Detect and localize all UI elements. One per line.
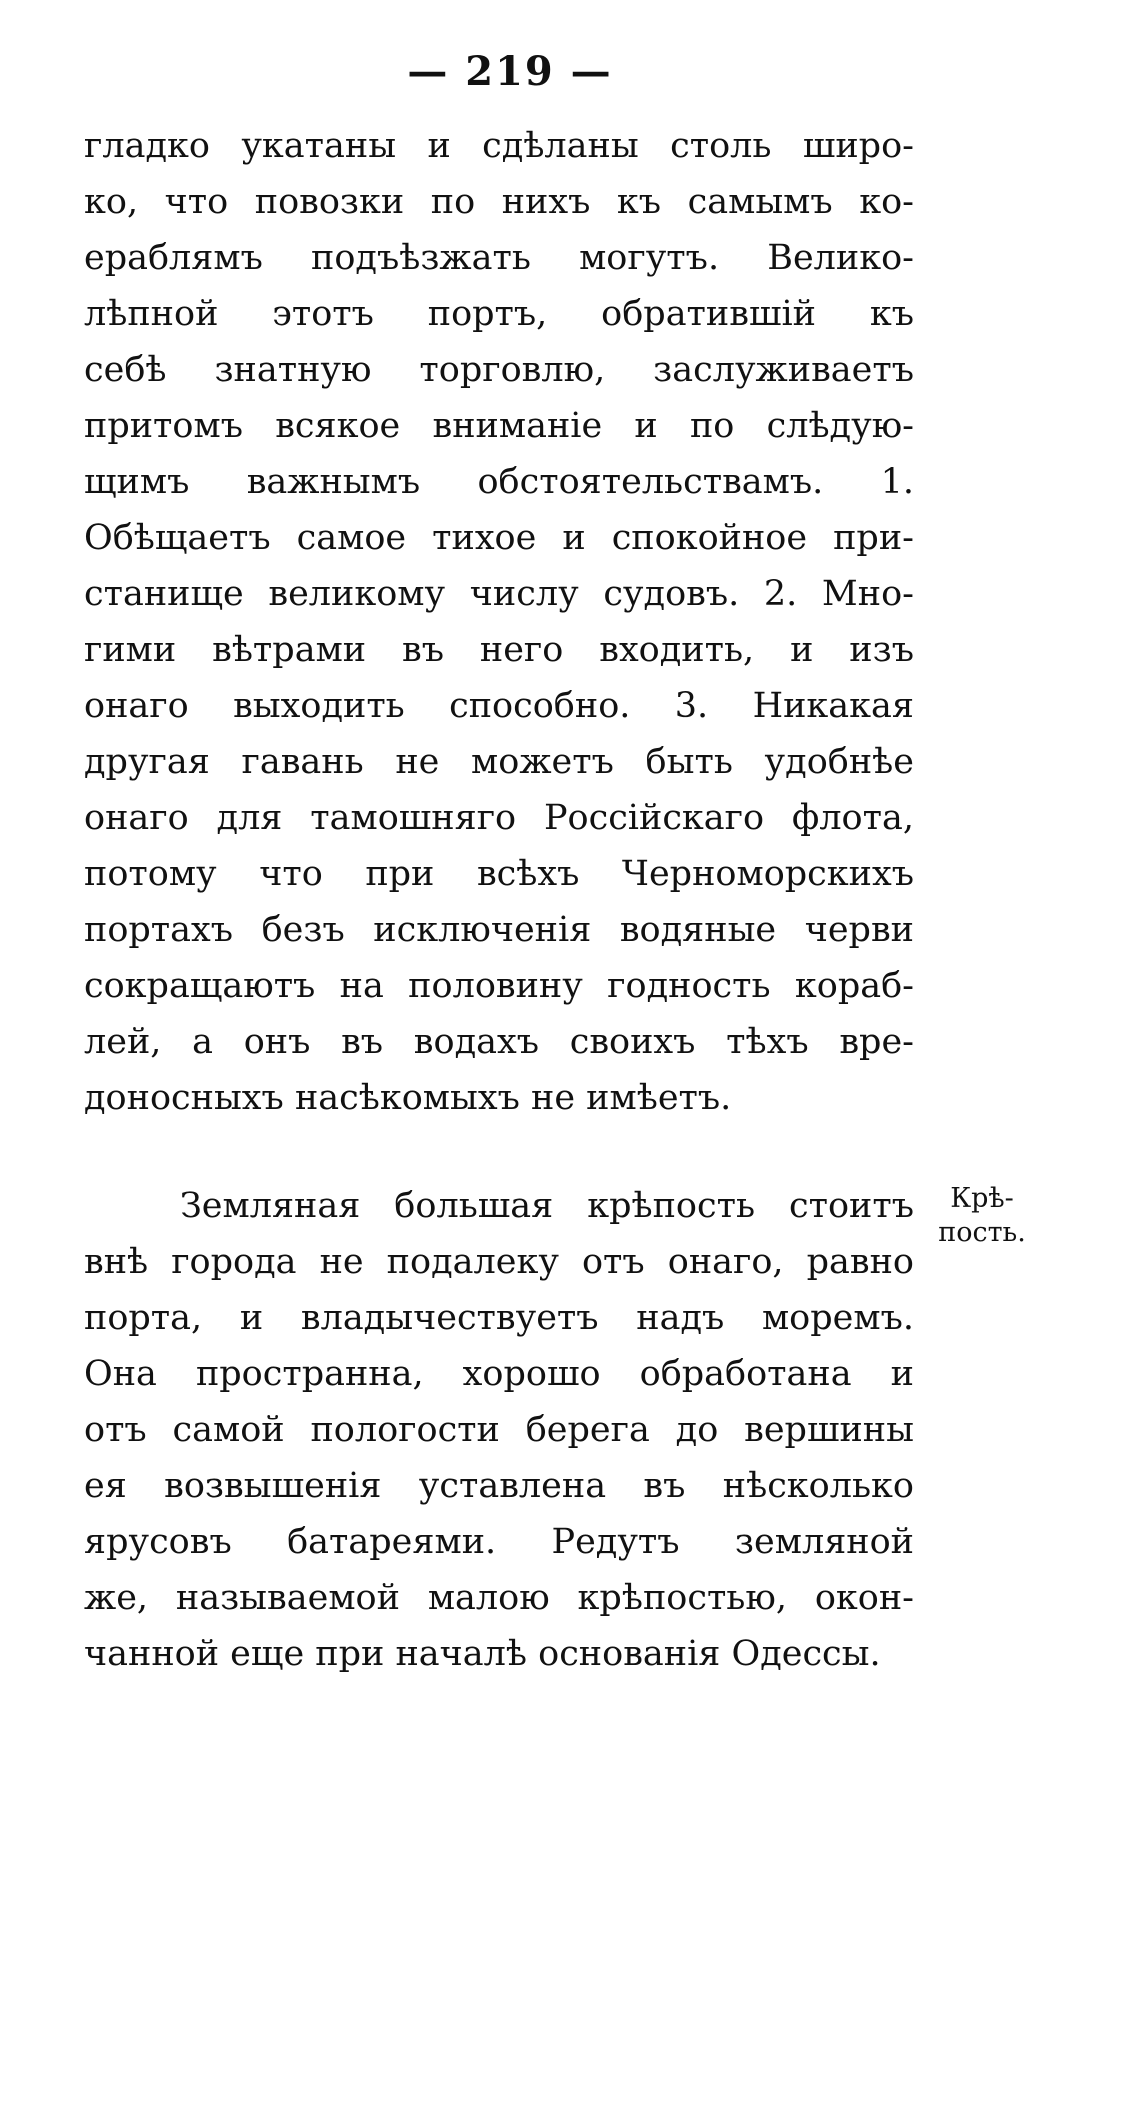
text-line: Она пространна, хорошо обработана и [84,1354,914,1394]
text-line: ярусовъ батареями. Редутъ земляной [84,1522,914,1562]
text-line: порта, и владычествуетъ надъ моремъ. [84,1298,914,1338]
paragraph-1 [84,118,914,1126]
text-line: щимъ важнымъ обстоятельствамъ. 1. [84,462,914,502]
text-line: ераблямъ подъѣзжать могутъ. Велико- [84,238,914,278]
text-line: лѣпной этотъ портъ, обратившій къ [84,294,914,334]
text-line: притомъ всякое вниманіе и по слѣдую- [84,406,914,446]
text-line: сокращаютъ на половину годность кораб- [84,966,914,1006]
text-line: ко, что повозки по нихъ къ самымъ ко- [84,182,914,222]
text-line: потому что при всѣхъ Черноморскихъ [84,854,914,894]
text-line: станище великому числу судовъ. 2. Мно- [84,574,914,614]
text-line: гладко укатаны и сдѣланы столь широ- [84,126,914,166]
text-line: онаго выходить способно. 3. Никакая [84,686,914,726]
text-line: чанной еще при началѣ основанія Одессы. [84,1634,881,1674]
paragraph-2 [84,1178,914,1682]
text-line: онаго для тамошняго Россійскаго флота, [84,798,914,838]
text-line: внѣ города не подалеку отъ онаго, равно [84,1242,914,1282]
margin-note-line: Крѣ- [950,1183,1014,1214]
text-line: Обѣщаетъ самое тихое и спокойное при- [84,518,914,558]
text-line: другая гавань не можетъ быть удобнѣе [84,742,914,782]
text-line: лей, а онъ въ водахъ своихъ тѣхъ вре- [84,1022,914,1062]
margin-note [922,1182,1042,1250]
text-line: Земляная большая крѣпость стоитъ [180,1186,914,1226]
text-line: доносныхъ насѣкомыхъ не имѣетъ. [84,1078,732,1118]
margin-note-line: пость. [938,1217,1026,1248]
page-number: — 219 — [407,48,613,95]
text-line: же, называемой малою крѣпостью, окон- [84,1578,914,1618]
text-line: портахъ безъ исключенія водяные черви [84,910,914,950]
text-line: гими вѣтрами въ него входить, и изъ [84,630,914,670]
text-line: себѣ знатную торговлю, заслуживаетъ [84,350,914,390]
text-line: ея возвышенія уставлена въ нѣсколько [84,1466,914,1506]
text-line: отъ самой пологости берега до вершины [84,1410,914,1450]
